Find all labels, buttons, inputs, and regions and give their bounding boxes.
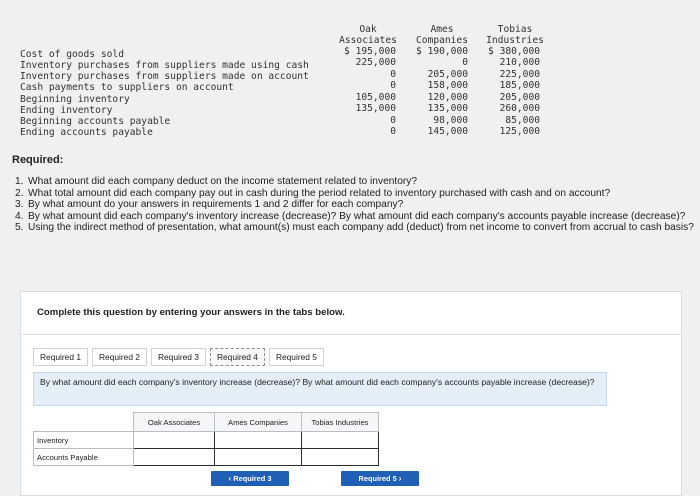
cell-value: 0 (390, 115, 396, 126)
cell-value: 120,000 (427, 92, 468, 103)
chevron-left-icon: ‹ (228, 474, 232, 483)
tab-required-2[interactable]: Required 2 (92, 348, 147, 366)
cell-value: 0 (390, 69, 396, 80)
header-tobias-industries: Tobias Industries (302, 413, 379, 432)
requirement-text: By what amount did each company's inventory increase (decrease)? By what amount did each company's accounts payable increase (decrease)? (28, 210, 686, 222)
requirement-number: 2. (15, 187, 24, 199)
cell-value: $ 195,000 (344, 46, 396, 57)
answer-table (33, 412, 379, 466)
column-header-line: Industries (486, 35, 544, 47)
row-label: Beginning accounts payable (20, 116, 171, 127)
instruction-bar (21, 292, 681, 335)
row-label: Ending inventory (20, 105, 113, 116)
column-header-line: Tobias (497, 24, 533, 35)
inventory-ames-input[interactable] (215, 432, 302, 449)
column-header-line: Ames (430, 24, 454, 35)
row-label: Inventory purchases from suppliers made on account (20, 71, 309, 82)
column-header-line: Oak (359, 24, 377, 35)
chevron-right-icon: › (398, 474, 402, 483)
requirement-text: By what amount do your answers in requirements 1 and 2 differ for each company? (28, 199, 404, 211)
table-row (34, 449, 379, 466)
column-header-line: Companies (416, 35, 468, 47)
cell-value: 225,000 (355, 57, 396, 68)
requirement-number: 3. (15, 199, 24, 211)
column-header-line: Associates (339, 35, 397, 47)
requirement-item (12, 211, 697, 223)
cell-value: 98,000 (433, 115, 468, 126)
answer-panel (20, 291, 682, 496)
row-label: Beginning inventory (20, 94, 130, 105)
required-heading: Required: (12, 154, 64, 166)
tab-required-3[interactable]: Required 3 (151, 348, 206, 366)
requirement-text: What total amount did each company pay out in cash during the period related to inventory purchased with cash and on account? (28, 187, 611, 199)
requirement-item (12, 222, 697, 234)
requirement-item (12, 199, 697, 211)
cell-value: $ 380,000 (488, 46, 540, 57)
header-ames-companies: Ames Companies (215, 413, 302, 432)
column-header-oak (338, 24, 398, 46)
requirements-list (12, 176, 697, 234)
inventory-oak-input[interactable] (134, 432, 215, 449)
requirement-number: 5. (15, 222, 24, 234)
requirement-text: Using the indirect method of presentation, what amount(s) must each company add (deduct) from net income to convert from accrual to cash basis? (28, 222, 694, 234)
row-label: Cost of goods sold (20, 49, 124, 60)
cell-value: 105,000 (355, 92, 396, 103)
header-oak-associates: Oak Associates (134, 413, 215, 432)
accounts-payable-oak-input[interactable] (134, 449, 215, 466)
cell-value: 260,000 (499, 103, 540, 114)
cell-value: 145,000 (427, 126, 468, 137)
cell-value: 185,000 (499, 80, 540, 91)
cell-value: 225,000 (499, 69, 540, 80)
row-label: Ending accounts payable (20, 127, 153, 138)
question-box (33, 372, 607, 406)
cell-value: 125,000 (499, 126, 540, 137)
inventory-tobias-input[interactable] (302, 432, 379, 449)
column-header-tobias (482, 24, 548, 46)
prev-button-label: Required 3 (233, 474, 272, 483)
tab-required-5[interactable]: Required 5 (269, 348, 324, 366)
row-label: Inventory purchases from suppliers made using cash (20, 60, 309, 71)
cell-value: 0 (462, 57, 468, 68)
table-row (34, 432, 379, 449)
answer-table-header (34, 413, 379, 432)
tab-required-1[interactable]: Required 1 (33, 348, 88, 366)
column-header-ames (412, 24, 472, 46)
question-text: By what amount did each company's inventory increase (decrease)? By what amount did each company's accounts payable increase (decrease)? (40, 377, 595, 387)
accounts-payable-ames-input[interactable] (215, 449, 302, 466)
cell-value: 210,000 (499, 57, 540, 68)
cell-value: 205,000 (427, 69, 468, 80)
requirement-text: What amount did each company deduct on the income statement related to inventory? (28, 176, 418, 187)
cell-value: 135,000 (355, 103, 396, 114)
cell-value: $ 190,000 (416, 46, 468, 57)
cell-value: 0 (390, 126, 396, 137)
next-required-button[interactable] (341, 471, 419, 486)
next-button-label: Required 5 (358, 474, 397, 483)
tab-required-4[interactable]: Required 4 (210, 348, 265, 366)
company-data-table (0, 20, 700, 150)
cell-value: 135,000 (427, 103, 468, 114)
requirement-item (12, 188, 697, 200)
row-label-accounts-payable: Accounts Payable (34, 449, 134, 466)
cell-value: 85,000 (505, 115, 540, 126)
accounts-payable-tobias-input[interactable] (302, 449, 379, 466)
row-label-inventory: Inventory (34, 432, 134, 449)
cell-value: 205,000 (499, 92, 540, 103)
cell-value: 158,000 (427, 80, 468, 91)
row-label: Cash payments to suppliers on account (20, 82, 234, 93)
cell-value: 0 (390, 80, 396, 91)
prev-required-button[interactable] (211, 471, 289, 486)
header-blank (34, 413, 134, 432)
requirement-item (12, 176, 697, 188)
requirement-number: 1. (15, 176, 24, 187)
instruction-text: Complete this question by entering your answers in the tabs below. (37, 307, 345, 318)
requirement-number: 4. (15, 210, 24, 222)
requirement-tabs (33, 348, 328, 366)
